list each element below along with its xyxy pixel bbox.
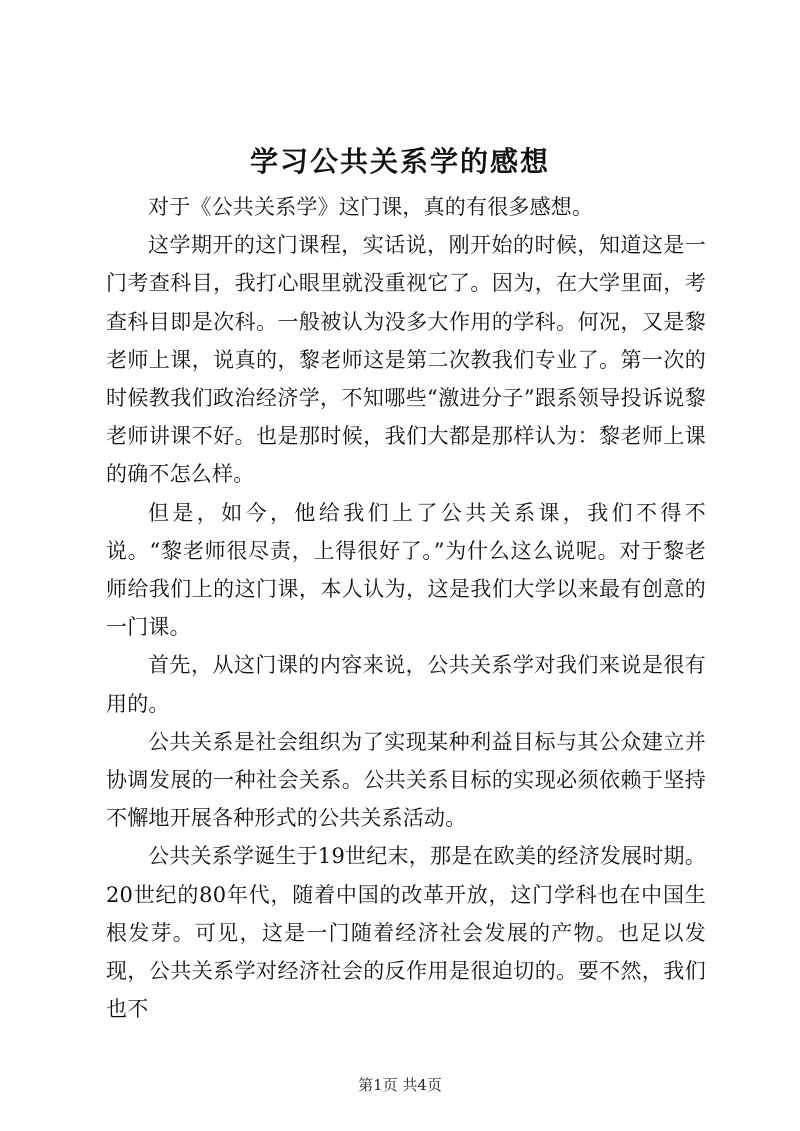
document-body [106, 188, 706, 1028]
paragraph-6: 公共关系学诞生于19世纪末，那是在欧美的经济发展时期。20世纪的80年代，随着中国的改革开放，这门学科也在中国生根发芽。可见，这是一门随着经济社会发展的产物。也足以发现，公共关系学对经济社会的反作用是很迫切的。要不然，我们也不 [106, 844, 706, 1022]
paragraph-5: 公共关系是社会组织为了实现某种利益目标与其公众建立并协调发展的一种社会关系。公共关系目标的实现必须依赖于坚持不懈地开展各种形式的公共关系活动。 [106, 729, 706, 831]
paragraph-1: 对于《公共关系学》这门课，真的有很多感想。 [148, 195, 594, 219]
paragraph-3: 但是，如今，他给我们上了公共关系课，我们不得不说。“黎老师很尽责，上得很好了。”为什么这么说呢。对于黎老师给我们上的这门课，本人认为，这是我们大学以来最有创意的一门课。 [106, 500, 706, 640]
paragraph-2: 这学期开的这门课程，实话说，刚开始的时候，知道这是一门考查科目，我打心眼里就没重视它了。因为，在大学里面，考查科目即是次科。一般被认为没多大作用的学科。何况，又是黎老师上课，说真的，黎老师这是第二次教我们专业了。第一次的时候教我们政治经济学，不知哪些“激进分子”跟系领导投诉说黎老师讲课不好。也是那时候，我们大都是那样认为：黎老师上课的确不怎么样。 [106, 233, 706, 487]
page-footer: 第1页 共4页 [358, 1076, 442, 1094]
document-title: 学习公共关系学的感想 [249, 145, 550, 178]
paragraph-4: 首先，从这门课的内容来说，公共关系学对我们来说是很有用的。 [106, 653, 706, 716]
